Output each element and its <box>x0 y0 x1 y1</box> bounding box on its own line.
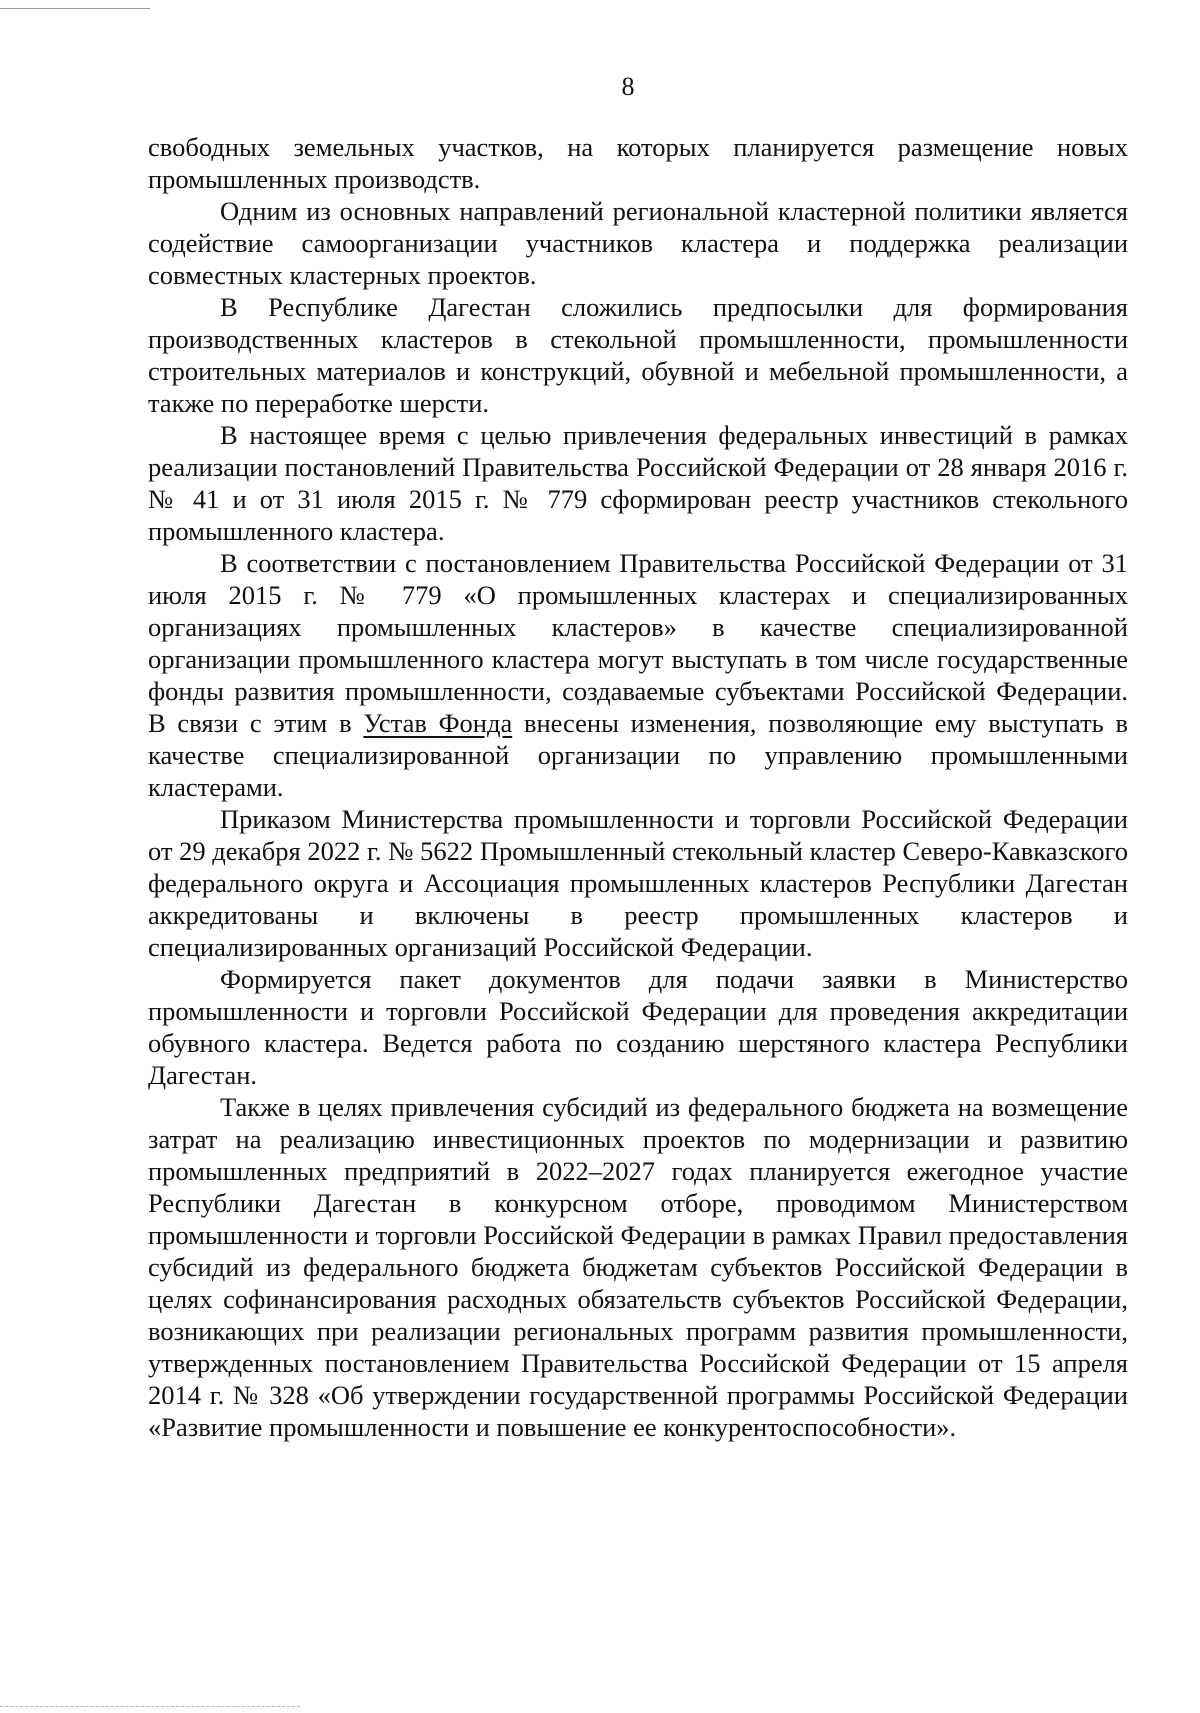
paragraph-5-text-start: В соответствии с постановлением Правительства Российской Федерации от 31 июля 2015 г. № 779 «О промышленных кластерах и специализированных организациях промышленных кластеров» в качестве специализированной организации промышленного кластера могут выступать в том числе государственные фонды развития промышленности, создаваемые субъектами Российской Федерации. В связи с этим в <box>148 548 1128 738</box>
scan-edge-top <box>0 8 150 9</box>
paragraph-1: свободных земельных участков, на которых планируется размещение новых промышленных производств. <box>148 132 1128 194</box>
scan-edge-bottom <box>0 1706 300 1707</box>
paragraph-5 <box>148 547 1128 803</box>
page-number: 8 <box>621 72 635 101</box>
paragraph-2: Одним из основных направлений региональной кластерной политики является содействие самоорганизации участников кластера и поддержка реализации совместных кластерных проектов. <box>148 196 1128 290</box>
paragraph-7: Формируется пакет документов для подачи заявки в Министерство промышленности и торговли Российской Федерации для проведения аккредитации обувного кластера. Ведется работа по созданию шерстяного кластера Республики Дагестан. <box>148 964 1128 1090</box>
paragraph-3: В Республике Дагестан сложились предпосылки для формирования производственных кластеров в стекольной промышленности, промышленности строительных материалов и конструкций, обувной и мебельной промышленности, а также по переработке шерсти. <box>148 292 1128 418</box>
paragraph-4: В настоящее время с целью привлечения федеральных инвестиций в рамках реализации постановлений Правительства Российской Федерации от 28 января 2016 г. № 41 и от 31 июля 2015 г. № 779 сформирован реестр участников стекольного промышленного кластера. <box>148 420 1128 546</box>
paragraph-5-text-end: внесены изменения, позволяющие ему выступать в качестве специализированной организации по управлению промышленными кластерами. <box>148 708 1128 802</box>
paragraph-6: Приказом Министерства промышленности и торговли Российской Федерации от 29 декабря 2022 г. № 5622 Промышленный стекольный кластер Северо-Кавказского федерального округа и Ассоциация промышленных кластеров Республики Дагестан аккредитованы и включены в реестр промышленных кластеров и специализированных организаций Российской Федерации. <box>148 804 1128 962</box>
paragraph-8: Также в целях привлечения субсидий из федерального бюджета на возмещение затрат на реализацию инвестиционных проектов по модернизации и развитию промышленных предприятий в 2022–2027 годах планируется ежегодное участие Республики Дагестан в конкурсном отборе, проводимом Министерством промышленности и торговли Российской Федерации в рамках Правил предоставления субсидий из федерального бюджета бюджетам субъектов Российской Федерации в целях софинансирования расходных обязательств субъектов Российской Федерации, возникающих при реализации региональных программ развития промышленности, утвержденных постановлением Правительства Российской Федерации от 15 апреля 2014 г. № 328 «Об утверждении государственной программы Российской Федерации «Развитие промышленности и повышение ее конкурентоспособности». <box>148 1092 1128 1442</box>
charter-reference: Устав Фонда <box>363 708 513 738</box>
document-body <box>148 131 1128 1443</box>
